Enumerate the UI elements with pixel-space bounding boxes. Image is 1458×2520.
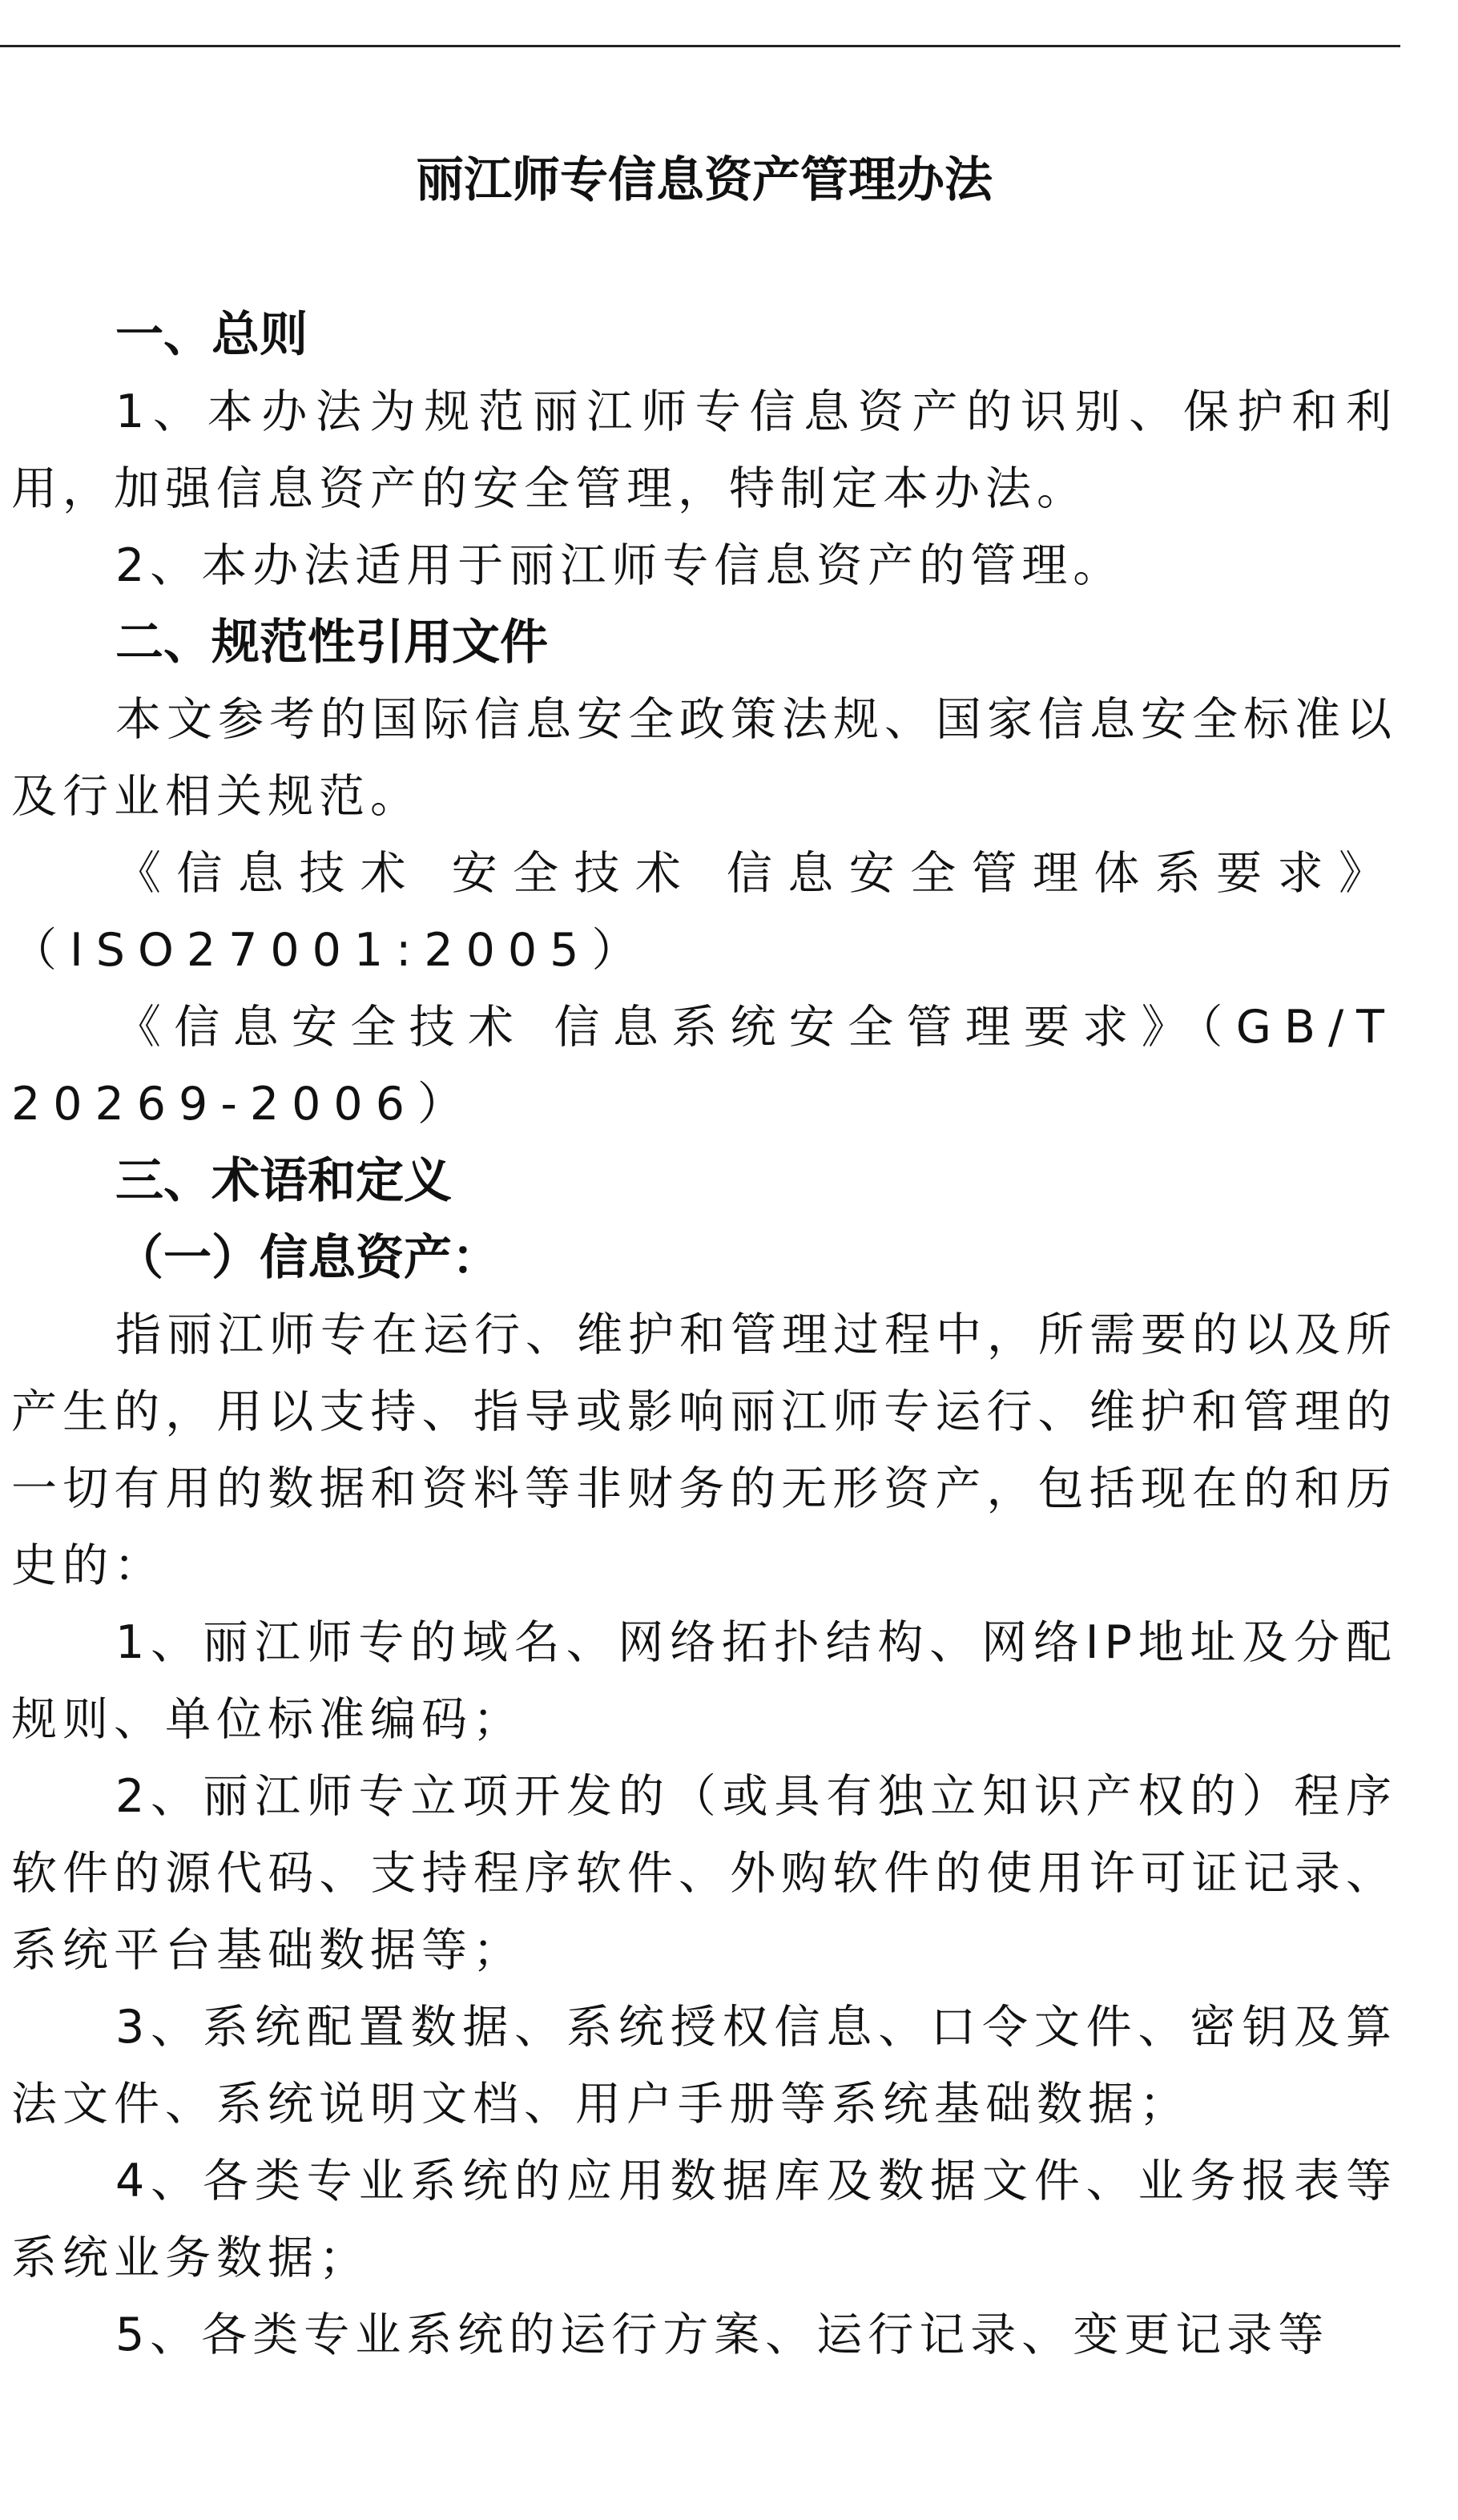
section-heading-references: 二、规范性引用文件: [115, 615, 548, 671]
asset-item-4: 4、各类专业系统的应用数据库及数据文件、业务报表等系统业务数据；: [11, 2155, 1397, 2284]
general-clause-2: 2、本办法适用于丽江师专信息资产的管理。: [115, 539, 1125, 592]
asset-item-1: 1、丽江师专的域名、网络拓扑结构、网络IP地址及分配规则、单位标准编码；: [11, 1616, 1397, 1746]
asset-item-2: 2、丽江师专立项开发的（或具有独立知识产权的）程序软件的源代码、支持程序软件、外购软件的使用许可证记录、系统平台基础数据等；: [11, 1770, 1397, 1977]
section-heading-terms: 三、术语和定义: [115, 1153, 452, 1209]
document-body: [11, 296, 1397, 2373]
reference-gbt20269: 《信息安全技术 信息系统安全管理要求》（GB/T 20269-2006）: [11, 1001, 1397, 1131]
document-title: 丽江师专信息资产管理办法: [416, 152, 993, 208]
subsection-heading-information-assets: （一）信息资产：: [115, 1230, 500, 1286]
references-intro: 本文参考的国际信息安全政策法规、国家信息安全标准以及行业相关规范。: [11, 693, 1397, 823]
asset-item-5: 5、各类专业系统的运行方案、运行记录、变更记录等: [115, 2308, 1330, 2361]
general-clause-1: 1、本办法为规范丽江师专信息资产的识别、保护和利用，加强信息资产的安全管理，特制定本办法。: [11, 385, 1397, 515]
header-rule: [0, 45, 1400, 47]
information-assets-definition: 指丽江师专在运行、维护和管理过程中，所需要的以及所产生的，用以支持、指导或影响丽江师专运行、维护和管理的一切有用的数据和资料等非财务的无形资产，包括现在的和历史的：: [11, 1308, 1397, 1592]
asset-item-3: 3、系统配置数据、系统授权信息、口令文件、密钥及算法文件、系统说明文档、用户手册等系统基础数据；: [11, 2001, 1397, 2131]
section-heading-general: 一、总则: [115, 307, 308, 363]
reference-iso27001: 《信息技术 安全技术 信息安全管理体系要求》（ISO27001:2005）: [11, 847, 1397, 977]
